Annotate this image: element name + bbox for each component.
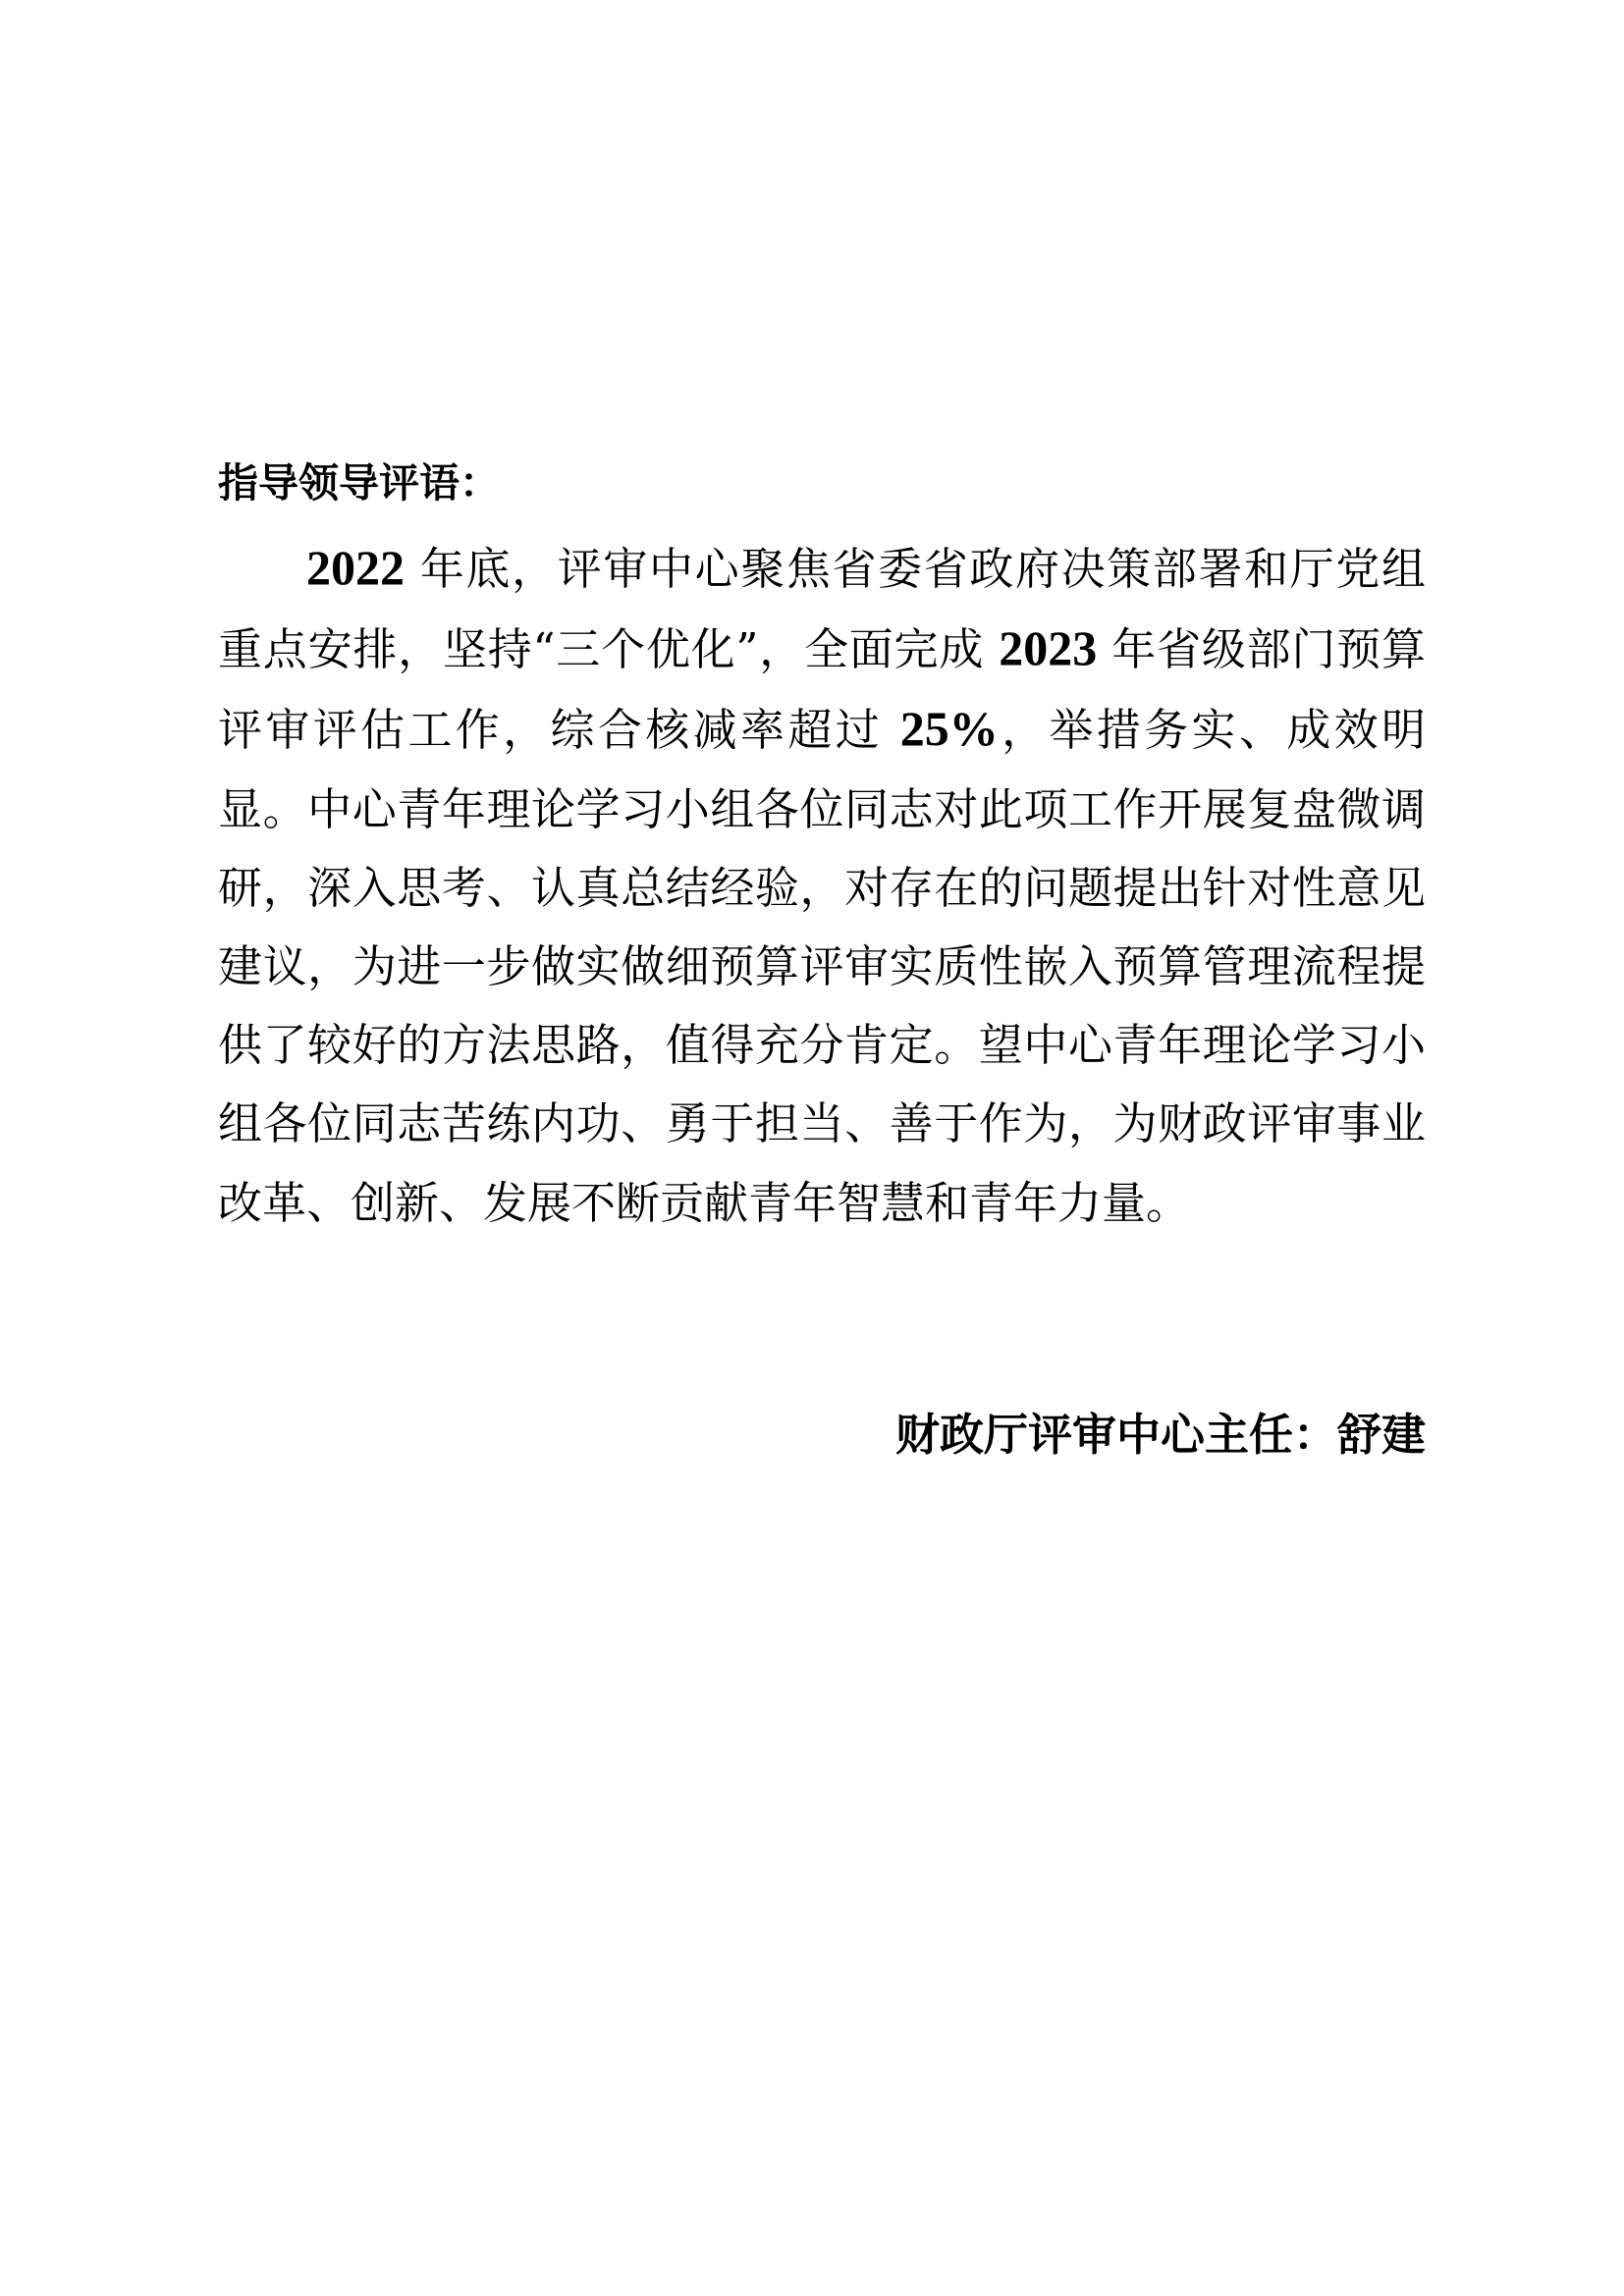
year-2023: 2023 [999,620,1098,676]
signature: 财政厅评审中心主任：舒建 [894,1409,1426,1461]
comment-paragraph [218,528,1426,1243]
body-text-2: 年省级部门预算评审评估工作，综合核减率超过 [218,623,1426,757]
comment-body [218,528,1426,1243]
body-text-1: 年底，评审中心聚焦省委省政府决策部署和厅党组重点安排，坚持“三个优化”，全面完成 [218,543,1426,676]
reduction-rate: 25% [899,701,999,757]
comment-heading: 指导领导评语： [218,459,500,507]
year-2022: 2022 [306,540,405,595]
body-text-3: ，举措务实、成效明显。中心青年理论学习小组各位同志对此项工作开展复盘微调研，深入思考、认真总结经验，对存在的问题提出针对性意见建议，为进一步做实做细预算评审实质性嵌入预算管理流程提供了较好的方法思路，值得充分肯定。望中心青年理论学习小组各位同志苦练内功、勇于担当、善于作为，为财政评审事业改革、创新、发展不断贡献青年智慧和青年力量。 [218,704,1426,1229]
